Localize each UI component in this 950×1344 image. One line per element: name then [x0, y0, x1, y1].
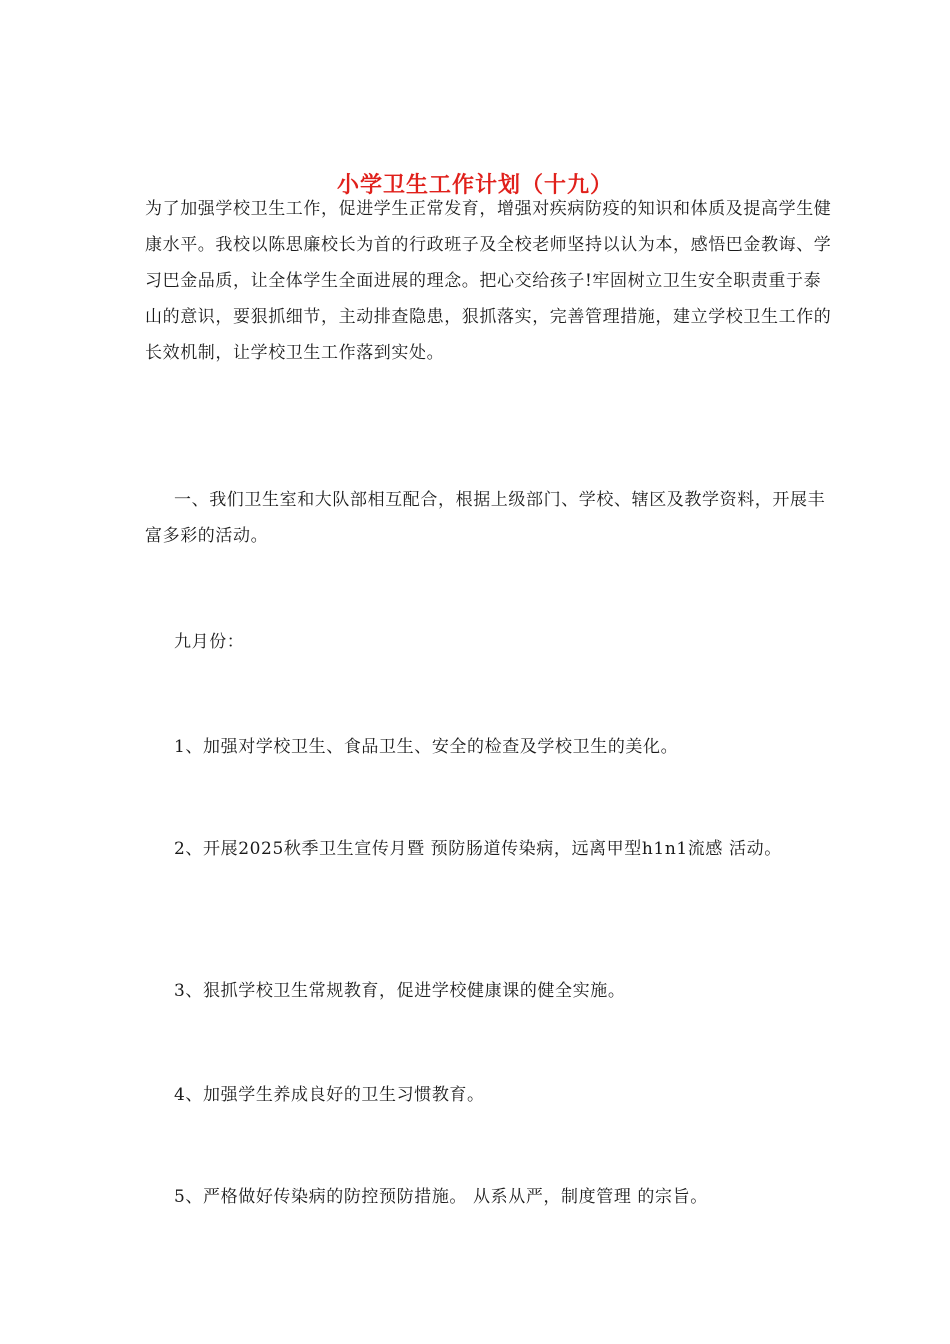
list-item: 5、严格做好传染病的防控预防措施。 从系从严，制度管理 的宗旨。 — [174, 1187, 708, 1207]
intro-paragraph: 为了加强学校卫生工作，促进学生正常发育，增强对疾病防疫的知识和体质及提高学生健康水平。我校以陈思廉校长为首的行政班子及全校老师坚持以认为本，感悟巴金教诲、学习巴金品质，让全体学生全面进展的理念。把心交给孩子!牢固树立卫生安全职责重于泰山的意识，要狠抓细节，主动排查隐患，狠抓落实，完善管理措施，建立学校卫生工作的长效机制，让学校卫生工作落到实处。 — [145, 199, 832, 363]
document-title: 小学卫生工作计划（十九） — [336, 171, 613, 198]
list-item: 1、加强对学校卫生、食品卫生、安全的检查及学校卫生的美化。 — [174, 737, 679, 757]
list-item: 2、开展2025秋季卫生宣传月暨 预防肠道传染病，远离甲型h1n1流感 活动。 — [174, 839, 782, 859]
list-item: 4、加强学生养成良好的卫生习惯教育。 — [174, 1085, 485, 1105]
list-item: 3、狠抓学校卫生常规教育，促进学校健康课的健全实施。 — [174, 981, 626, 1001]
section-one-paragraph: 一、我们卫生室和大队部相互配合，根据上级部门、学校、辖区及教学资料，开展丰富多彩的活动。 — [145, 490, 826, 546]
month-heading: 九月份： — [174, 632, 245, 652]
